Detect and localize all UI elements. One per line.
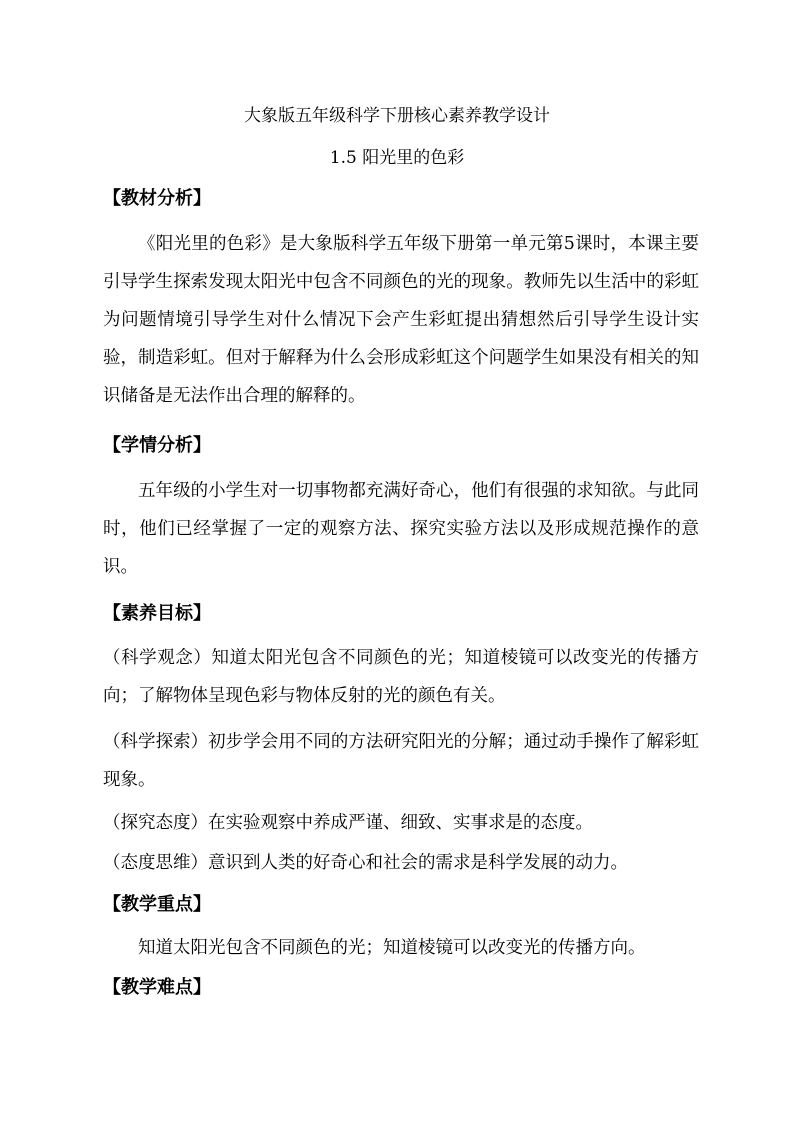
goal-item-scientific-inquiry: （科学探索）初步学会用不同的方法研究阳光的分解；通过动手操作了解彩虹现象。 <box>103 732 699 790</box>
section-heading-textbook-analysis: 【教材分析】 <box>103 188 211 209</box>
document-title: 大象版五年级科学下册核心素养教学设计 <box>244 106 550 126</box>
section-heading-key-points: 【教学重点】 <box>103 894 211 915</box>
goal-item-scientific-concept: （科学观念）知道太阳光包含不同颜色的光；知道棱镜可以改变光的传播方向；了解物体呈现色彩与物体反射的光的颜色有关。 <box>103 648 699 706</box>
goal-item-inquiry-attitude: （探究态度）在实验观察中养成严谨、细致、实事求是的态度。 <box>103 813 593 833</box>
key-points-paragraph: 知道太阳光包含不同颜色的光；知道棱镜可以改变光的传播方向。 <box>138 938 646 958</box>
textbook-analysis-paragraph: 《阳光里的色彩》是大象版科学五年级下册第一单元第5课时，本课主要引导学生探索发现太阳光中包含不同颜色的光的现象。教师先以生活中的彩虹为问题情境引导学生对什么情况下会产生彩虹提出猜想然后引导学生设计实验，制造彩虹。但对于解释为什么会形成彩虹这个问题学生如果没有相关的知识储备是无法作出合理的解释的。 <box>103 234 699 406</box>
learner-analysis-paragraph: 五年级的小学生对一切事物都充满好奇心，他们有很强的求知欲。与此同时，他们已经掌握了一定的观察方法、探究实验方法以及形成规范操作的意识。 <box>103 481 699 577</box>
section-heading-literacy-goals: 【素养目标】 <box>103 603 211 624</box>
lesson-title: 1.5 阳光里的色彩 <box>329 148 465 168</box>
section-heading-learner-analysis: 【学情分析】 <box>103 435 211 456</box>
goal-item-attitude-thinking: （态度思维）意识到人类的好奇心和社会的需求是科学发展的动力。 <box>103 853 628 873</box>
section-heading-difficulties: 【教学难点】 <box>103 977 211 998</box>
